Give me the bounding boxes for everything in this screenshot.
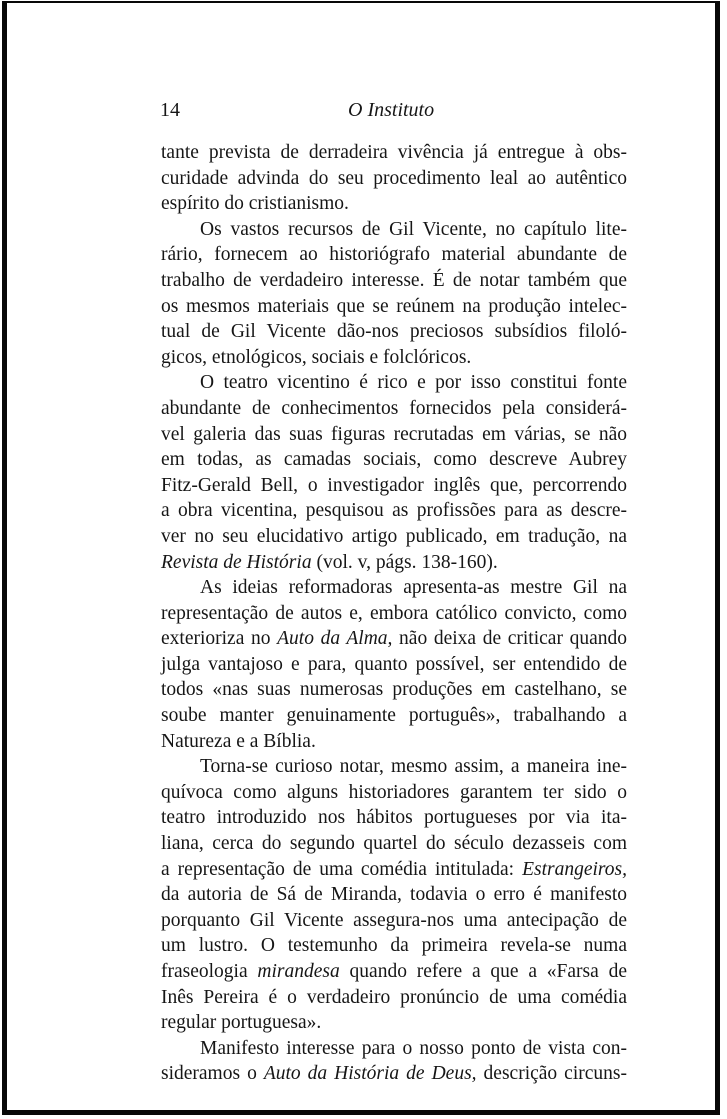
text-line: Fitz-Gerald Bell, o investigador inglês que, percorrendo <box>161 474 627 496</box>
body-text <box>161 140 627 1087</box>
text-line: Manifesto interesse para o nosso ponto de vista con- <box>200 1037 627 1059</box>
text-line: regular portuguesa». <box>161 1012 322 1034</box>
text-line: representação de autos e, embora católico convicto, como <box>161 602 627 624</box>
text-run: quando refere a que a «Farsa de <box>339 961 627 982</box>
text-line: julga vantajoso e para, quanto possível, ser entendido de <box>161 653 627 675</box>
text-line: liana, cerca do segundo quartel do século dezasseis com <box>161 833 627 855</box>
text-line: trabalho de verdadeiro interesse. É de notar também que <box>161 269 627 291</box>
text-line <box>161 626 627 652</box>
text-line: gicos, etnológicos, sociais e folclóricos. <box>161 346 472 368</box>
text-line: vel galeria das suas figuras recrutadas em várias, se não <box>161 423 627 445</box>
text-line: soube manter genuinamente português», trabalhando a <box>161 705 627 727</box>
text-line: As ideias reformadoras apresenta-as mestre Gil na <box>200 577 627 599</box>
text-run: fraseologia <box>161 961 258 982</box>
text-line: abundante de conhecimentos fornecidos pela considerá- <box>161 397 627 419</box>
text-run: descrição circuns- <box>476 1063 627 1085</box>
text-line: porquanto Gil Vicente assegura-nos uma antecipação de <box>161 909 627 931</box>
page-number: 14 <box>160 99 180 121</box>
text-line: Inês Pereira é o verdadeiro pronúncio de uma comédia <box>161 986 627 1008</box>
running-title: O Instituto <box>348 99 435 121</box>
text-line: da autoria de Sá de Miranda, todavia o erro é manifesto <box>161 884 627 906</box>
text-line: um lustro. O testemunho da primeira revela-se numa <box>161 935 627 957</box>
text-line <box>161 550 627 576</box>
text-run: não deixa de criticar quando <box>392 628 627 650</box>
italic-title: mirandesa <box>257 961 340 982</box>
text-line: quívoca como alguns historiadores garantem ter sido o <box>161 781 627 803</box>
text-line: Natureza e a Bíblia. <box>161 730 316 752</box>
text-line: os mesmos materiais que se reúnem na produção intelec- <box>161 295 627 317</box>
text-line: todos «nas suas numerosas produções em castelhano, se <box>161 679 627 701</box>
text-line <box>161 1061 627 1087</box>
text-line: tual de Gil Vicente dão-nos preciosos subsídios filoló- <box>161 321 627 343</box>
text-line <box>161 959 627 985</box>
text-run: exterioriza no <box>161 628 278 650</box>
text-run: a representação de uma comédia intitulada: <box>161 858 523 880</box>
page-header <box>160 97 626 123</box>
text-line: O teatro vicentino é rico e por isso constitui fonte <box>200 372 627 394</box>
italic-title: Auto da História de Deus, <box>263 1063 477 1085</box>
italic-title: Auto da Alma, <box>277 628 393 650</box>
text-line: rário, fornecem ao historiógrafo material abundante de <box>161 244 627 266</box>
italic-title: Revista de História <box>161 551 312 573</box>
text-line: ver no seu elucidativo artigo publicado, em tradução, na <box>161 525 627 547</box>
text-line: curidade advinda do seu procedimento leal ao autêntico <box>161 167 627 189</box>
text-line <box>161 857 627 883</box>
text-line: espírito do cristianismo. <box>161 193 349 215</box>
text-run: (vol. v, págs. 138-160). <box>311 551 498 573</box>
text-line: Os vastos recursos de Gil Vicente, no capítulo lite- <box>200 218 627 240</box>
text-line: em todas, as camadas sociais, como descreve Aubrey <box>161 449 627 471</box>
text-line: teatro introduzido nos hábitos portugueses por via ita- <box>161 807 627 829</box>
text-line: a obra vicentina, pesquisou as profissões para as descre- <box>161 500 627 522</box>
text-line: tante prevista de derradeira vivência já entregue à obs- <box>161 142 627 163</box>
italic-title: Estrangeiros, <box>522 858 627 880</box>
text-run: sideramos o <box>161 1063 264 1085</box>
text-line: Torna-se curioso notar, mesmo assim, a maneira ine- <box>200 756 627 778</box>
